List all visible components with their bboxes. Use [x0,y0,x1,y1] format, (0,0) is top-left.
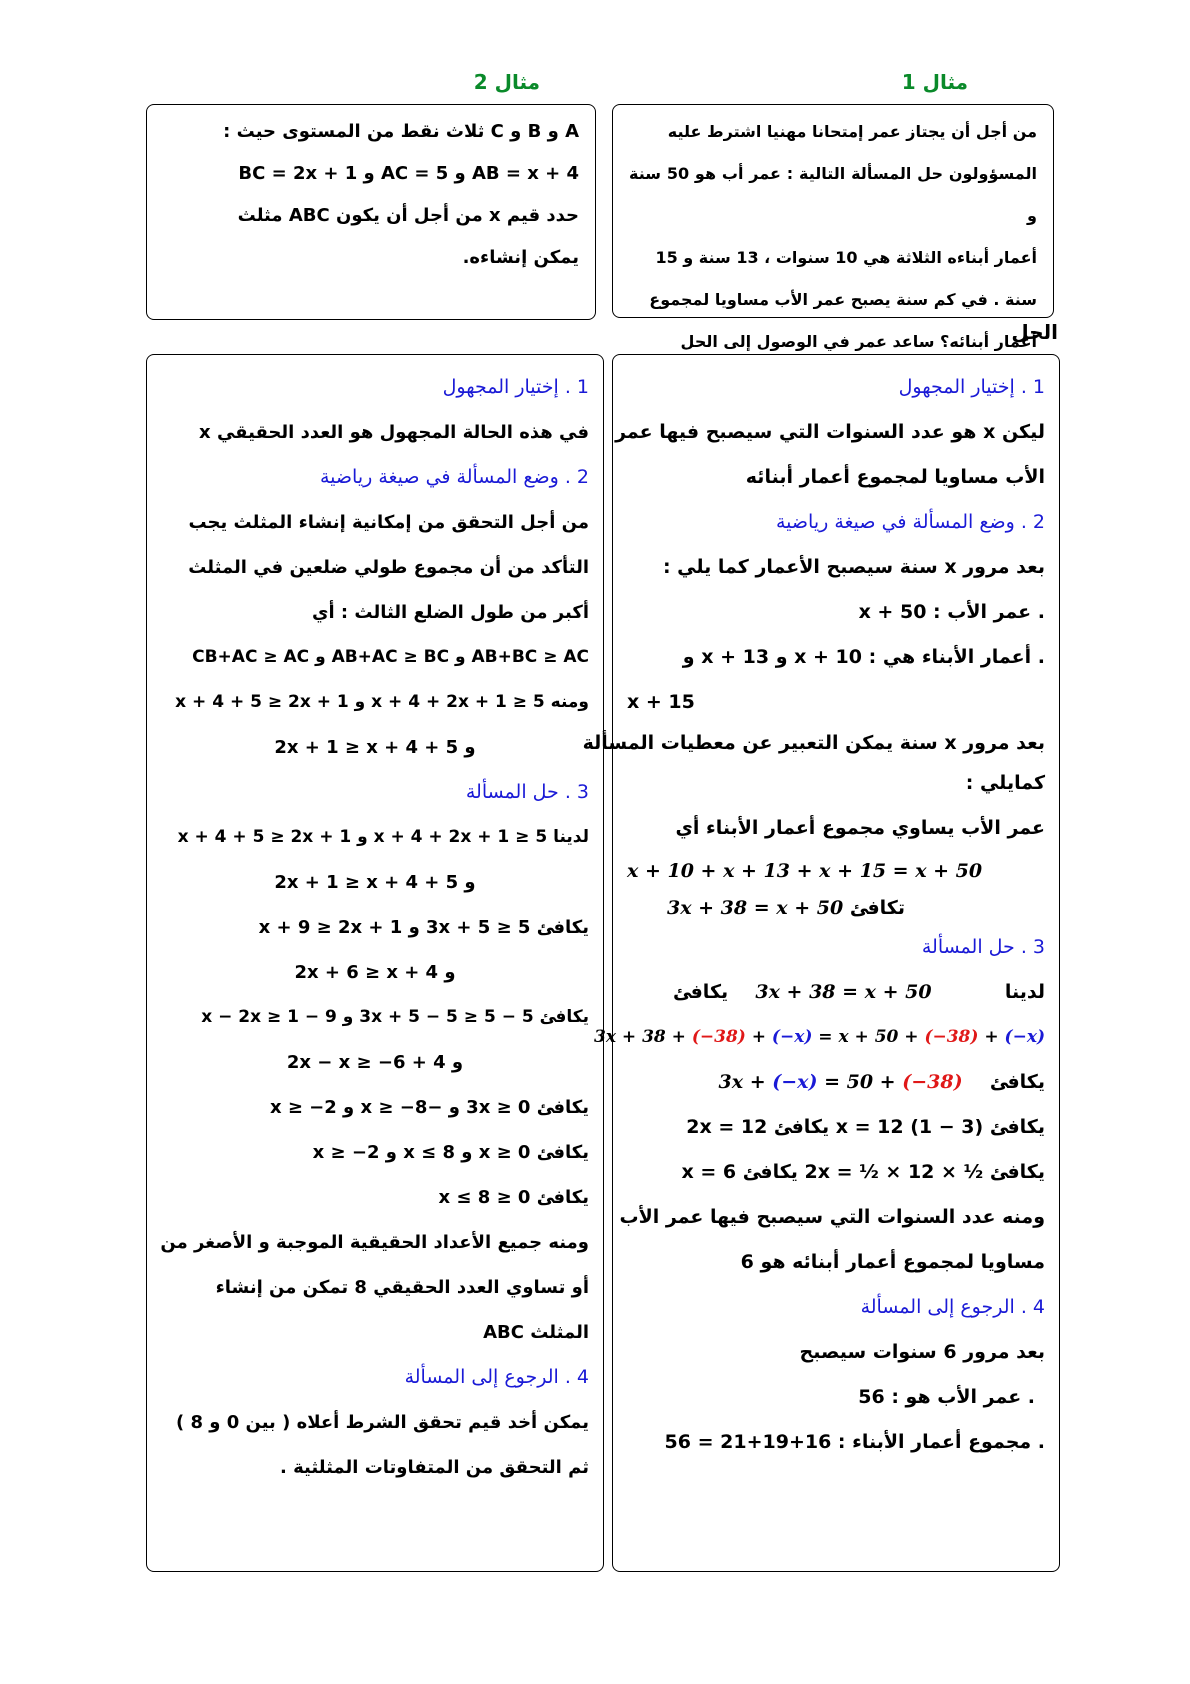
example1-line: من أجل أن يجتاز عمر إمتحانا مهنيا اشترط عليه [667,122,1037,141]
text-line: من أجل التحقق من إمكانية إنشاء المثلث يجب [188,512,589,533]
section-heading: 3 . حل المسألة [465,781,589,803]
example1-title: مثال 1 [901,70,968,94]
section-heading: 2 . وضع المسألة في صيغة رياضية [775,511,1045,533]
text-line: يكافئ x ≥ 0 و x ≤ 8 و x ≥ −2 [312,1142,589,1163]
solution1-column [582,354,1060,1572]
example2-line: حدد قيم x من أجل أن يكون ABC مثلث [237,205,579,226]
section-heading: 1 . إختيار المجهول [442,376,589,398]
text-line: يكافئ 3x + 5 − 5 ≥ 5 − 5 و x − 2x ≥ 1 − 9 [201,1007,589,1027]
text-line: و 5 + 2x + 1 ≥ x + 4 [274,737,476,758]
text-line: و 2x − x ≥ −6 + 4 [286,1052,464,1073]
text-line: . أعمار الأبناء هي : x + 10 و x + 13 و [682,646,1045,668]
text-line: يمكن أخد قيم تحقق الشرط أعلاه ( بين 0 و 8 ) [175,1412,589,1433]
text-line: و 5 + 2x + 1 ≥ x + 4 [274,872,476,893]
section-heading: 4 . الرجوع إلى المسألة [860,1296,1045,1318]
text-line: بعد مرور 6 سنوات سيصبح [799,1341,1045,1363]
example2-box [146,104,596,320]
equation-label: يكافئ [989,1071,1045,1093]
equation [594,1015,1045,1060]
example1-line: أعمار أبنائه؟ ساعد عمر في الوصول إلى الحل [680,332,1037,351]
equation-text: x + 10 + x + 13 + x + 15 = x + 50 [627,860,983,882]
text-line: التأكد من أن مجموع طولي ضلعين في المثلث [188,557,589,578]
equation [627,1060,1045,1105]
text-line: بعد مرور x سنة يمكن التعبير عن معطيات المسألة [582,732,1045,754]
text-line: ثم التحقق من المتفاوتات المثلثية . [280,1457,589,1478]
text-line: أكبر من طول الضلع الثالث : أي [311,602,589,623]
equation [627,891,1045,925]
text-line: يكافئ 0 ≤ x ≤ 8 [438,1187,589,1208]
text-line: أو تساوي العدد الحقيقي 8 تمكن من إنشاء [215,1277,589,1298]
text-line: لدينا x + 4 + 2x + 1 ≥ 5 و x + 4 + 5 ≥ 2x + 1 [177,827,589,847]
text-line: عمر الأب يساوي مجموع أعمار الأبناء أي [675,817,1045,839]
equation [627,970,1045,1015]
example2-line: A و B و C ثلاث نقط من المستوى حيث : [223,121,579,142]
section-heading: 3 . حل المسألة [921,936,1045,958]
text-line: يكافئ 3x ≥ 0 و −x ≥ −8 و x ≥ −2 [269,1097,589,1118]
example1-line: سنة . في كم سنة يصبح عمر الأب مساويا لمجموع [649,290,1037,309]
text-line: مساويا لمجموع أعمار أبنائه هو 6 [740,1251,1045,1273]
text-line: ومنه جميع الأعداد الحقيقية الموجبة و الأصغر من [160,1232,589,1253]
text-line: x + 15 [627,691,695,713]
example1-line: أعمار أبناءه الثلاثة هي 10 سنوات ، 13 سنة و 15 [655,248,1037,267]
equation-label: تكافئ [849,897,905,919]
equation: يكافئ (3 − 1) x = 12 يكافئ 2x = 12 [686,1116,1045,1138]
example2-line: يمكن إنشاءه. [462,247,579,268]
section-heading: 2 . وضع المسألة في صيغة رياضية [319,466,589,488]
text-line: AB+BC ≥ AC و AB+AC ≥ BC و CB+AC ≥ AC [192,647,589,667]
equation-text: 3x + (−x) = 50 + (−38) [718,1071,963,1093]
text-line: ليكن x هو عدد السنوات التي سيصبح فيها عمر [615,421,1045,443]
example1-box [612,104,1054,351]
equation-label: يكافئ [672,981,729,1003]
equation-label: لدينا [1004,981,1045,1003]
example2-line: AB = x + 4 و AC = 5 و BC = 2x + 1 [238,163,579,184]
text-line: بعد مرور x سنة سيصبح الأعمار كما يلي : [662,556,1045,578]
text-line: و 2x + 6 ≥ x + 4 [294,962,456,983]
text-line: . عمر الأب هو : 56 [858,1386,1035,1408]
text-line: الأب مساويا لمجموع أعمار أبنائه [745,466,1045,488]
text-line: كمايلي : [965,772,1045,794]
text-line: يكافئ 3x + 5 ≥ 5 و x + 9 ≥ 2x + 1 [258,917,589,938]
equation-text: 3x + 38 + (−38) + (−x) = x + 50 + (−38) + (−x) [594,1027,1045,1047]
text-line: . عمر الأب : x + 50 [858,601,1045,623]
equation-text: 3x + 38 = x + 50 [666,897,844,919]
text-line: ومنه عدد السنوات التي سيصبح فيها عمر الأب [619,1206,1045,1228]
equation: يكافئ ½ × 2x = ½ × 12 يكافئ x = 6 [681,1161,1045,1183]
text-line: في هذه الحالة المجهول هو العدد الحقيقي x [199,422,589,443]
solution2-column [146,354,604,1572]
text-line: ومنه x + 4 + 2x + 1 ≥ 5 و x + 4 + 5 ≥ 2x + 1 [175,692,589,712]
example2-title: مثال 2 [473,70,540,94]
section-heading: 4 . الرجوع إلى المسألة [404,1366,589,1388]
equation-text: 3x + 38 = x + 50 [755,981,932,1003]
example1-line: المسؤولون حل المسألة التالية : عمر أب هو 50 سنة و [629,164,1037,225]
equation [627,851,1045,891]
text-line: المثلث ABC [483,1322,589,1343]
solution-label: الحل [1011,320,1058,344]
text-line: . مجموع أعمار الأبناء : 16+19+21 = 56 [664,1431,1045,1453]
section-heading: 1 . إختيار المجهول [898,376,1045,398]
